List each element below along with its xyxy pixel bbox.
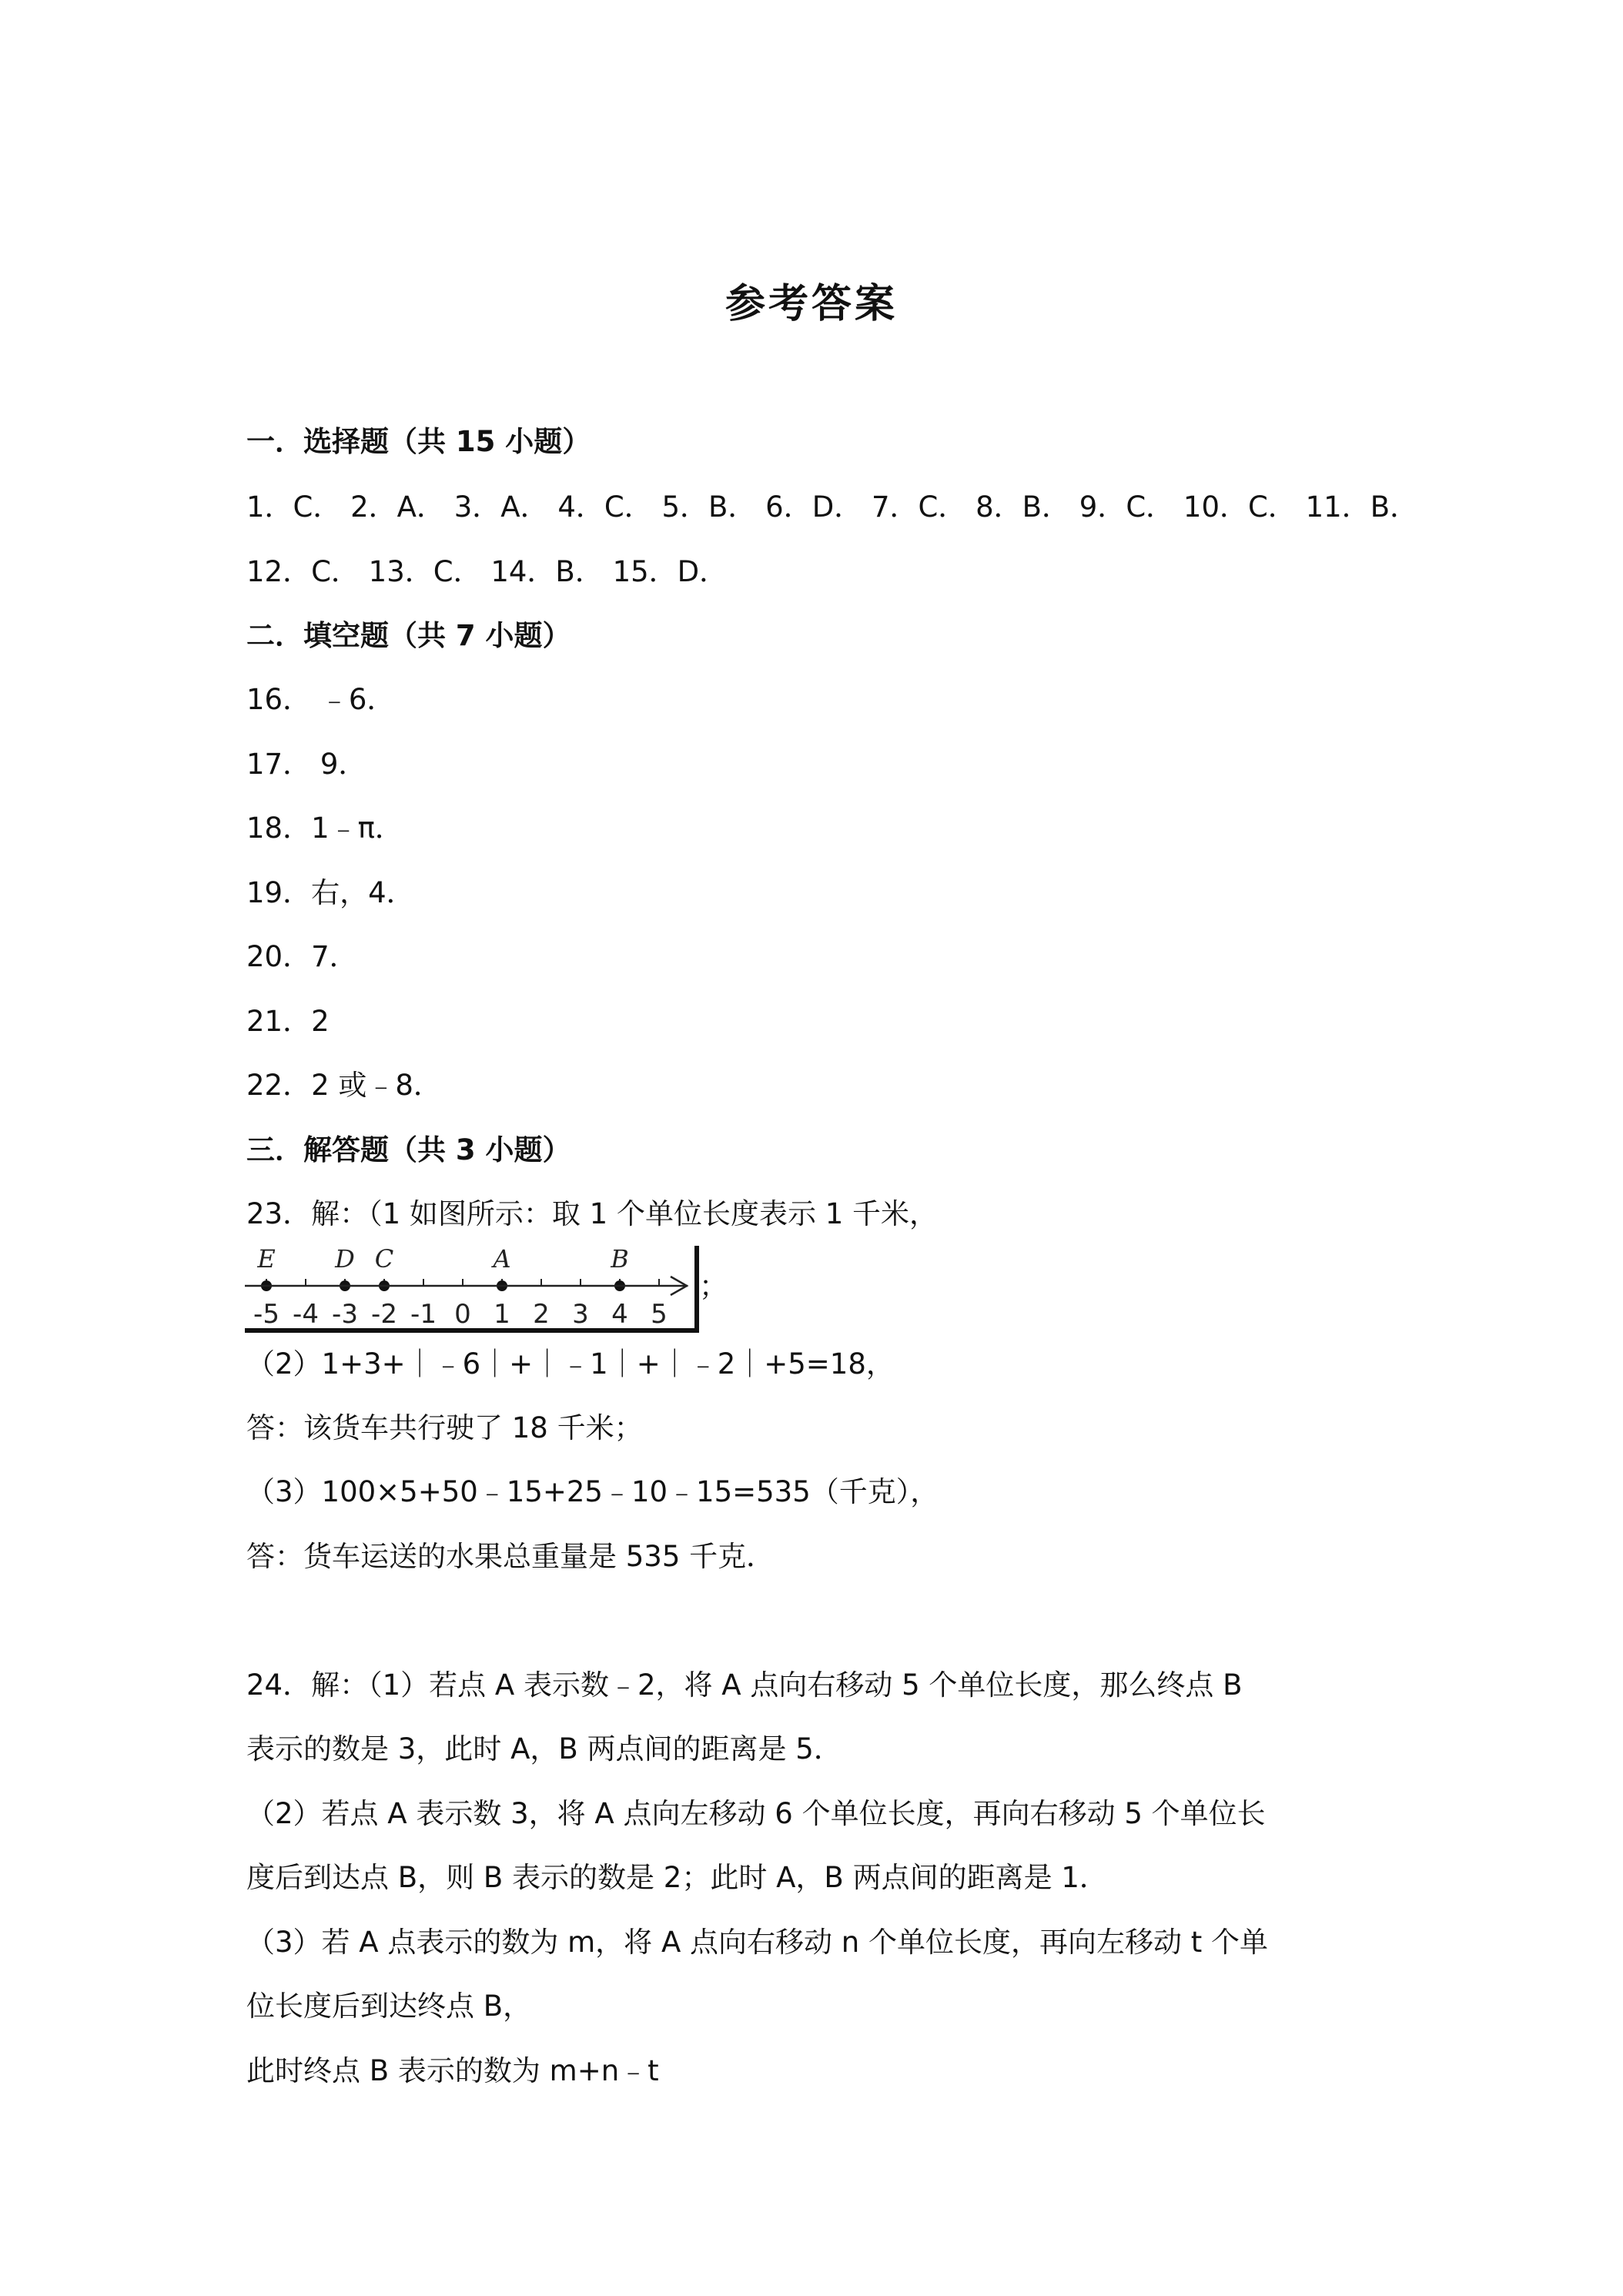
fill-answer-18: 18．1﹣π． (246, 812, 403, 845)
number-line-figure (245, 1243, 707, 1335)
q23-line-2: （2）1+3+｜﹣6｜+｜﹣1｜+｜﹣2｜+5=18， (246, 1347, 895, 1381)
section3-heading: 三．解答题（共 3 小题） (246, 1133, 571, 1166)
q24-line-6: 位长度后到达终点 B， (246, 1990, 532, 2023)
section1-heading: 一．选择题（共 15 小题） (246, 425, 591, 458)
q24-line-2: 表示的数是 3，此时 A，B 两点间的距离是 5． (246, 1732, 842, 1766)
tick-label: -3 (332, 1299, 358, 1330)
fill-answer-19: 19．右，4． (246, 876, 415, 909)
q24-line-4: 度后到达点 B，则 B 表示的数是 2；此时 A，B 两点间的距离是 1． (246, 1861, 1108, 1894)
q24-line-3: （2）若点 A 表示数 3，将 A 点向左移动 6 个单位长度，再向右移动 5 个单位长 (246, 1797, 1266, 1830)
tick-label: -5 (253, 1299, 279, 1330)
point-label: B (611, 1244, 629, 1274)
point-label: C (374, 1244, 394, 1274)
q23-line-1: 23．解：（1 如图所示：取 1 个单位长度表示 1 千米， (246, 1197, 939, 1230)
tick-label: -1 (410, 1299, 437, 1330)
q23-line-3: 答：该货车共行驶了 18 千米； (246, 1411, 643, 1444)
tick-label: 3 (572, 1299, 589, 1330)
fill-answer-20: 20．7． (246, 940, 358, 973)
fill-answer-22: 22．2 或﹣8． (246, 1069, 442, 1102)
figure-semicolon: ； (699, 1270, 728, 1303)
q23-line-4: （3）100×5+50﹣15+25﹣10﹣15=535（千克）， (246, 1475, 939, 1508)
tick-label: -2 (371, 1299, 397, 1330)
fill-answer-16: 16． ﹣6． (246, 683, 396, 716)
fill-answer-21: 21．2 (246, 1005, 330, 1038)
page-title: 参考答案 (724, 280, 898, 327)
point-label: E (257, 1244, 276, 1274)
fill-answer-17: 17． 9． (246, 748, 367, 781)
q23-line-5: 答：货车运送的水果总重量是 535 千克． (246, 1540, 775, 1573)
q24-line-1: 24．解：（1）若点 A 表示数﹣2，将 A 点向右移动 5 个单位长度，那么终点 B (246, 1668, 1243, 1702)
q24-line-5: （3）若 A 点表示的数为 m，将 A 点向右移动 n 个单位长度，再向左移动 t 个单 (246, 1926, 1269, 1959)
choice-answers-line-2: 12．C． 13．C． 14．B． 15．D． (246, 555, 728, 588)
choice-answers-line-1: 1．C． 2．A． 3．A． 4．C． 5．B． 6．D． 7．C． 8．B． 9．C． 10．C． 11．B． (246, 490, 1419, 524)
section2-heading: 二．填空题（共 7 小题） (246, 619, 571, 652)
point-label: D (335, 1244, 355, 1274)
tick-label: 4 (611, 1299, 628, 1330)
point-label: A (493, 1244, 511, 1274)
tick-label: 2 (533, 1299, 550, 1330)
tick-label: -4 (293, 1299, 319, 1330)
tick-label: 1 (494, 1299, 510, 1330)
tick-label: 5 (651, 1299, 668, 1330)
q24-line-7: 此时终点 B 表示的数为 m+n﹣t (246, 2054, 659, 2087)
tick-label: 0 (454, 1299, 471, 1330)
